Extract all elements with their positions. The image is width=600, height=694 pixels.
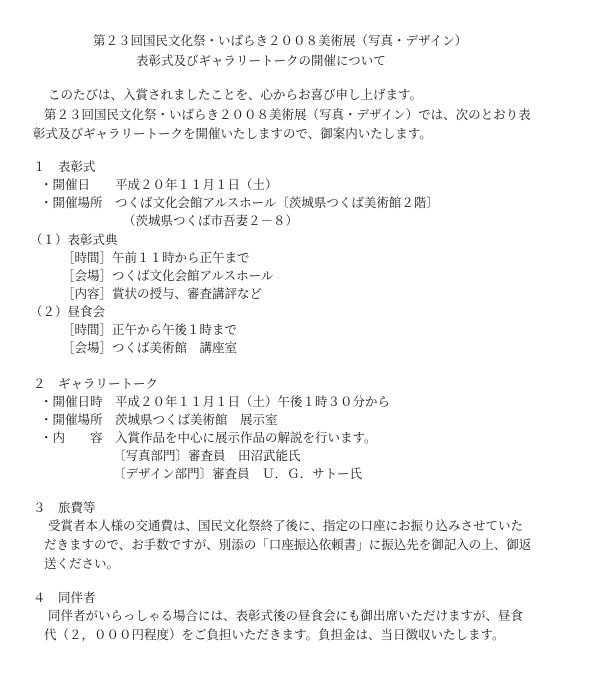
section-4-heading: ４ 同伴者	[33, 590, 96, 605]
section-1-sub-1-heading: （１）表彰式典	[30, 232, 118, 247]
section-2-content: ・内 容 入賞作品を中心に展示作品の解説を行います。	[40, 430, 377, 445]
intro-line-3: 彰式及びギャラリートークを開催いたしますので、御案内いたします。	[33, 126, 432, 141]
title-line-2: 表彰式及びギャラリートークの開催について	[136, 53, 386, 68]
section-1-sub-2-heading: （２）昼食会	[30, 304, 106, 319]
section-4-line-1: 同伴者がいらっしゃる場合には、表彰式後の昼食会にも御出席いただけますが、昼食	[48, 608, 524, 623]
section-2-venue: ・開催場所 茨城県つくば美術館 展示室	[40, 412, 278, 427]
section-1-venue: ・開催場所 つくば文化会館アルスホール〔茨城県つくば美術館２階〕	[40, 195, 439, 210]
section-3-line-3: 送ください。	[44, 556, 120, 571]
section-1-date: ・開催日 平成２０年１１月１日（土）	[40, 177, 278, 192]
section-4-line-2: 代（２，０００円程度）をご負担いただきます。負担金は、当日徴収いたします。	[44, 627, 505, 642]
section-2-heading: ２ ギャラリートーク	[33, 376, 159, 391]
section-2-datetime: ・開催日時 平成２０年１１月１日（土）午後１時３０分から	[40, 394, 391, 409]
section-1-sub-1-content: ［内容］賞状の授与、審査講評など	[62, 286, 263, 301]
section-1-sub-1-place: ［会場］つくば文化会館アルスホール	[62, 268, 274, 283]
title-line-1: 第２３回国民文化祭・いばらき２００８美術展（写真・デザイン）	[93, 33, 468, 48]
section-2-design-judge: 〔デザイン部門〕審査員 Ｕ．Ｇ．サトー氏	[113, 466, 363, 481]
section-1-heading: １ 表彰式	[33, 159, 96, 174]
section-1-address: （茨城県つくば市吾妻２－８）	[123, 213, 299, 228]
intro-line-2: 第２３回国民文化祭・いばらき２００８美術展（写真・デザイン）では、次のとおり表	[44, 107, 531, 122]
section-3-line-2: だきますので、お手数ですが、別添の「口座振込依頼書」に振込先を御記入の上、御返	[44, 537, 532, 552]
section-2-photo-judge: 〔写真部門〕審査員 田沼武能氏	[113, 448, 301, 463]
section-3-line-1: 受賞者本人様の交通費は、国民文化祭終了後に、指定の口座にお振り込みさせていた	[48, 518, 524, 533]
section-3-heading: ３ 旅費等	[33, 500, 96, 515]
section-1-sub-2-place: ［会場］つくば美術館 講座室	[62, 340, 238, 355]
section-1-sub-1-time: ［時間］午前１１時から正午まで	[62, 250, 250, 265]
intro-line-1: このたびは、入賞されましたことを、心からお喜び申し上げます。	[48, 87, 423, 102]
section-1-sub-2-time: ［時間］正午から午後１時まで	[62, 322, 238, 337]
